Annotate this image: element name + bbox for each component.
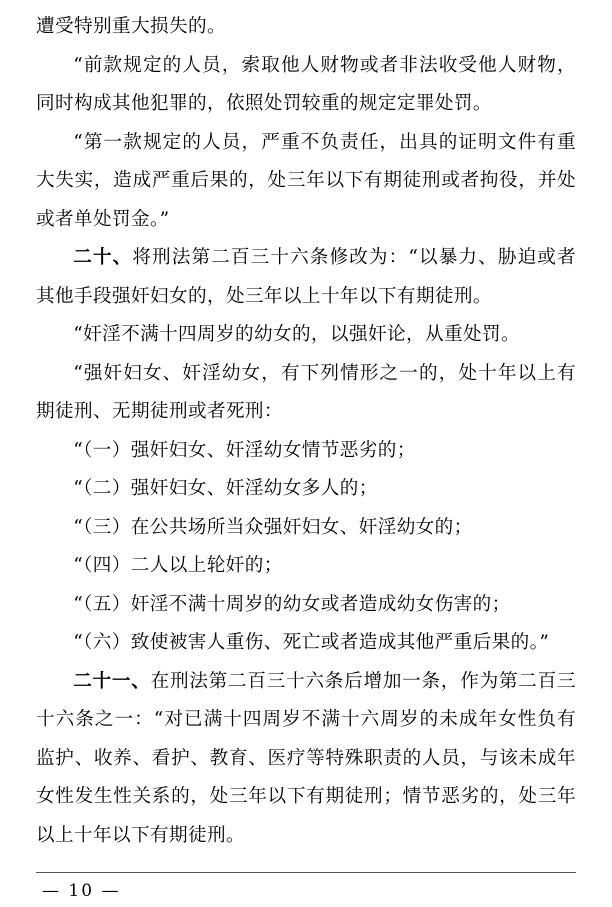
list-item <box>36 470 576 509</box>
paragraph <box>36 47 576 124</box>
paragraph-article-twenty <box>36 239 576 316</box>
page-footer <box>36 868 576 907</box>
paragraph-text: 遭受特别重大损失的。 <box>36 16 226 37</box>
paragraph-text: “（三）在公共场所当众强奸妇女、奸淫幼女的； <box>73 516 473 538</box>
list-item <box>36 586 576 625</box>
paragraph <box>36 8 576 47</box>
paragraph-text: “奸淫不满十四周岁的幼女的，以强奸论，从重处罚。 <box>73 324 520 345</box>
list-item <box>36 509 576 548</box>
list-item <box>36 432 576 471</box>
paragraph-text: 将刑法第二百三十六条修改为：“以暴力、胁迫或者其他手段强奸妇女的，处三年以上十年以下有期徒刑。 <box>36 247 576 307</box>
paragraph <box>36 124 576 240</box>
paragraph <box>36 355 576 432</box>
paragraph-article-twenty-one <box>36 663 576 856</box>
paragraph-text: “（六）致使被害人重伤、死亡或者造成其他严重后果的。” <box>73 632 550 653</box>
paragraph-text: “（五）奸淫不满十周岁的幼女或者造成幼女伤害的； <box>73 593 511 615</box>
footer-divider <box>36 872 576 873</box>
paragraph <box>36 316 576 355</box>
paragraph-text: “（二）强奸妇女、奸淫幼女多人的； <box>73 478 378 499</box>
article-enumerator: 二十、 <box>73 247 133 268</box>
document-body <box>36 8 576 868</box>
paragraph-text: “（四）二人以上轮奸的； <box>73 555 283 576</box>
paragraph-text: “强奸妇女、奸淫幼女，有下列情形之一的，处十年以上有期徒刑、无期徒刑或者死刑： <box>36 362 576 422</box>
paragraph-text: “第一款规定的人员，严重不负责任，出具的证明文件有重大失实，造成严重后果的，处三年以下有期徒刑或者拘役，并处或者单处罚金。” <box>36 131 576 230</box>
list-item <box>36 624 576 663</box>
paragraph-text: “前款规定的人员，索取他人财物或者非法收受他人财物，同时构成其他犯罪的，依照处罚较重的规定定罪处罚。 <box>36 54 576 114</box>
page-number: — 10 — <box>42 881 121 901</box>
list-item <box>36 547 576 586</box>
article-enumerator: 二十一、 <box>73 670 151 692</box>
paragraph-text: “（一）强奸妇女、奸淫幼女情节恶劣的； <box>73 439 416 461</box>
paragraph-text: 在刑法第二百三十六条后增加一条，作为第二百三十六条之一：“对已满十四周岁不满十六周岁的未成年女性负有监护、收养、看护、教育、医疗等特殊职责的人员，与该未成年女性发生性关系的，处三年以下有期徒刑；情节恶劣的，处三年以上十年以下有期徒刑。 <box>36 670 576 846</box>
